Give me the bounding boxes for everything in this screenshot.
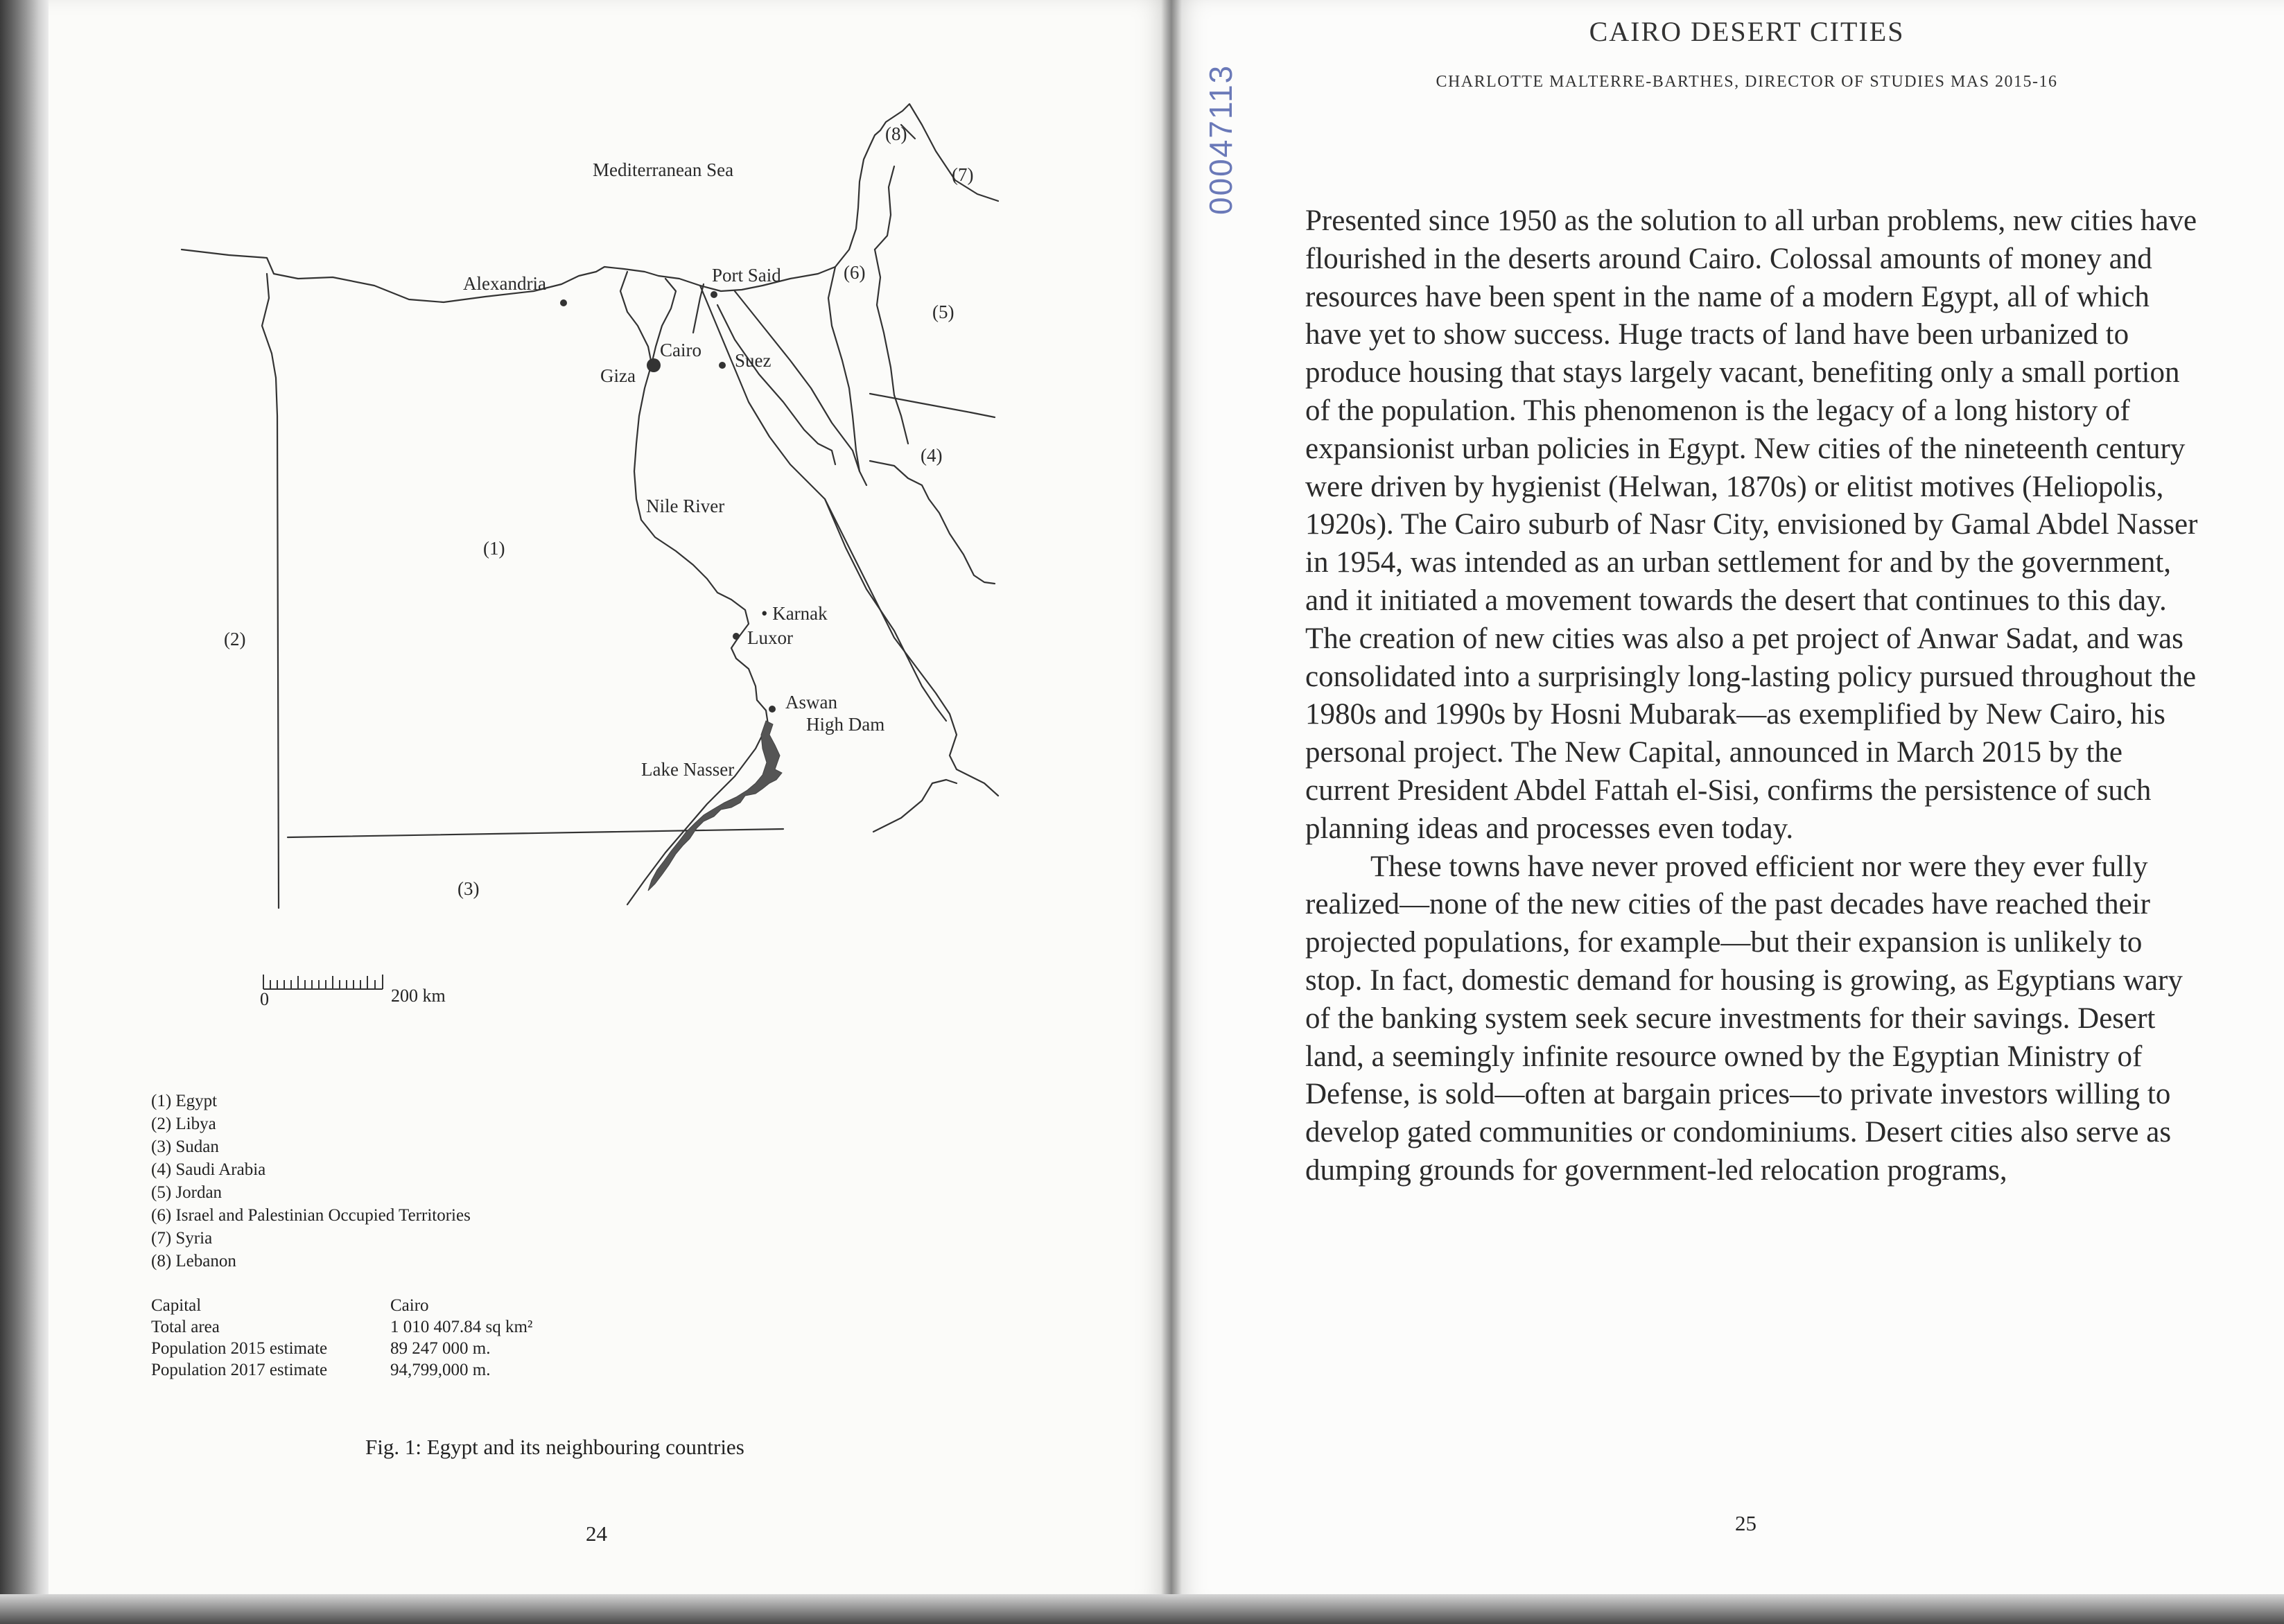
aswan-dot: [769, 706, 776, 713]
red-sea-coast: [825, 499, 946, 721]
luxor-dot: [733, 633, 740, 640]
fact-row: [151, 1316, 532, 1338]
stamp-text: 00047113: [1203, 64, 1239, 215]
book-gutter: [1161, 0, 1182, 1608]
label-high-dam: High Dam: [806, 714, 885, 735]
fact-value: 94,799,000 m.: [390, 1361, 491, 1379]
region-4-label: (4): [921, 445, 943, 466]
fact-value: Cairo: [390, 1296, 429, 1315]
fact-value: 1 010 407.84 sq km²: [390, 1318, 533, 1336]
label-luxor: Luxor: [747, 627, 793, 648]
label-suez: Suez: [735, 350, 771, 371]
legend-item: (5) Jordan: [151, 1183, 223, 1202]
fact-key: Total area: [151, 1318, 220, 1336]
region-3-label: (3): [457, 878, 480, 899]
israel-border: [828, 267, 860, 471]
suez-dot: [719, 362, 726, 369]
figure-caption: Fig. 1: Egypt and its neighbouring countries: [365, 1435, 744, 1459]
scale-bar: [263, 975, 383, 989]
region-7-label: (7): [952, 164, 974, 185]
scale-max: 200 km: [391, 986, 446, 1006]
label-aswan: Aswan: [785, 692, 837, 713]
fact-key: Population 2015 estimate: [151, 1339, 328, 1358]
book-bottom-edge: [0, 1594, 2284, 1624]
fact-row: [151, 1295, 532, 1316]
jordan-border: [875, 250, 908, 444]
mediterranean-coastline: [182, 104, 998, 302]
libya-egypt-border: [262, 274, 279, 908]
gulf-of-aqaba: [717, 305, 835, 464]
region-5-label: (5): [932, 302, 954, 322]
fact-value: 89 247 000 m.: [390, 1339, 491, 1358]
library-stamp: [1203, 21, 1244, 215]
region-1-label: (1): [483, 538, 505, 559]
lake-nasser: [648, 721, 782, 891]
legend-item: (6) Israel and Palestinian Occupied Territories: [151, 1206, 471, 1225]
fact-row: [151, 1338, 532, 1359]
legend-item: (1) Egypt: [151, 1092, 218, 1110]
fact-key: Population 2017 estimate: [151, 1361, 328, 1379]
region-6-label: (6): [844, 262, 866, 283]
alexandria-dot: [560, 299, 567, 306]
legend-item: (4) Saudi Arabia: [151, 1160, 266, 1179]
port-said-dot: [711, 291, 717, 298]
saudi-border: [870, 394, 995, 417]
page-number-right: 25: [1735, 1511, 1756, 1535]
label-cairo: Cairo: [660, 340, 701, 360]
paragraph: Presented since 1950 as the solution to all urban problems, new cities have flourished in the deserts around Cairo. Colossal amounts of money and resources have been spent in the name of a modern Egypt, all of which have yet to show success. Huge tracts of land have been urbanized to produce housing that stays largely vacant, benefiting only a small portion of the population. This phenomenon is the legacy of a long history of expansionist urban policies in Egypt. New cities of the nineteenth century were driven by hygienist (Helwan, 1870s) or elitist motives (Heliopolis, 1920s). The Cairo suburb of Nasr City, envisioned by Gamal Abdel Nasser in 1954, was intended as an urban settlement for and by the government, and it initiated a movement towards the desert that continues to this day. The creation of new cities was also a pet project of Anwar Sadat, and was consolidated into a surprisingly long-lasting policy pursued throughout the 1980s and 1990s by Hosni Mubarak—as exemplified by New Cairo, his personal project. The New Capital, announced in March 2015 by the current President Abdel Fattah el-Sisi, confirms the persistence of such planning ideas and processes even today.: [1305, 204, 2198, 845]
running-subtitle: CHARLOTTE MALTERRE-BARTHES, DIRECTOR OF STUDIES MAS 2015-16: [1436, 73, 2058, 91]
label-lake-nasser: Lake Nasser: [641, 759, 735, 780]
article-body: [1305, 202, 2206, 1190]
paragraph: These towns have never proved efficient nor were they ever fully realized—none of the new cities of the past decades have reached their projected populations, for example—but their expansion is unlikely to stop. In fact, domestic demand for housing is growing, as Egyptians wary of the banking system seek secure investments for their savings. Desert land, a seemingly infinite resource owned by the Egyptian Ministry of Defense, is sold—often at bargain prices—to private investors willing to develop gated communities or condominiums. Desert cities also serve as dumping grounds for government-led relocation programs,: [1305, 850, 2183, 1187]
label-alexandria: Alexandria: [463, 273, 546, 294]
cairo-dot: [647, 358, 661, 372]
legend-item: (3) Sudan: [151, 1137, 219, 1156]
scale-zero: 0: [260, 989, 269, 1009]
running-title: CAIRO DESERT CITIES: [1589, 16, 1905, 47]
region-2-label: (2): [224, 629, 246, 649]
label-port-said: Port Said: [712, 265, 781, 286]
map-legend: [151, 1090, 471, 1273]
label-karnak: • Karnak: [761, 603, 828, 624]
label-nile-river: Nile River: [646, 496, 725, 516]
label-mediterranean-sea: Mediterranean Sea: [593, 159, 734, 180]
fact-key: Capital: [151, 1296, 202, 1315]
sudan-egypt-border: [288, 829, 783, 837]
label-giza: Giza: [600, 365, 636, 386]
country-facts: [151, 1295, 532, 1381]
legend-item: (8) Lebanon: [151, 1252, 236, 1271]
fact-row: [151, 1359, 532, 1381]
legend-item: (2) Libya: [151, 1115, 216, 1133]
legend-item: (7) Syria: [151, 1229, 213, 1248]
page-number-left: 24: [586, 1521, 607, 1546]
region-8-label: (8): [885, 123, 907, 144]
